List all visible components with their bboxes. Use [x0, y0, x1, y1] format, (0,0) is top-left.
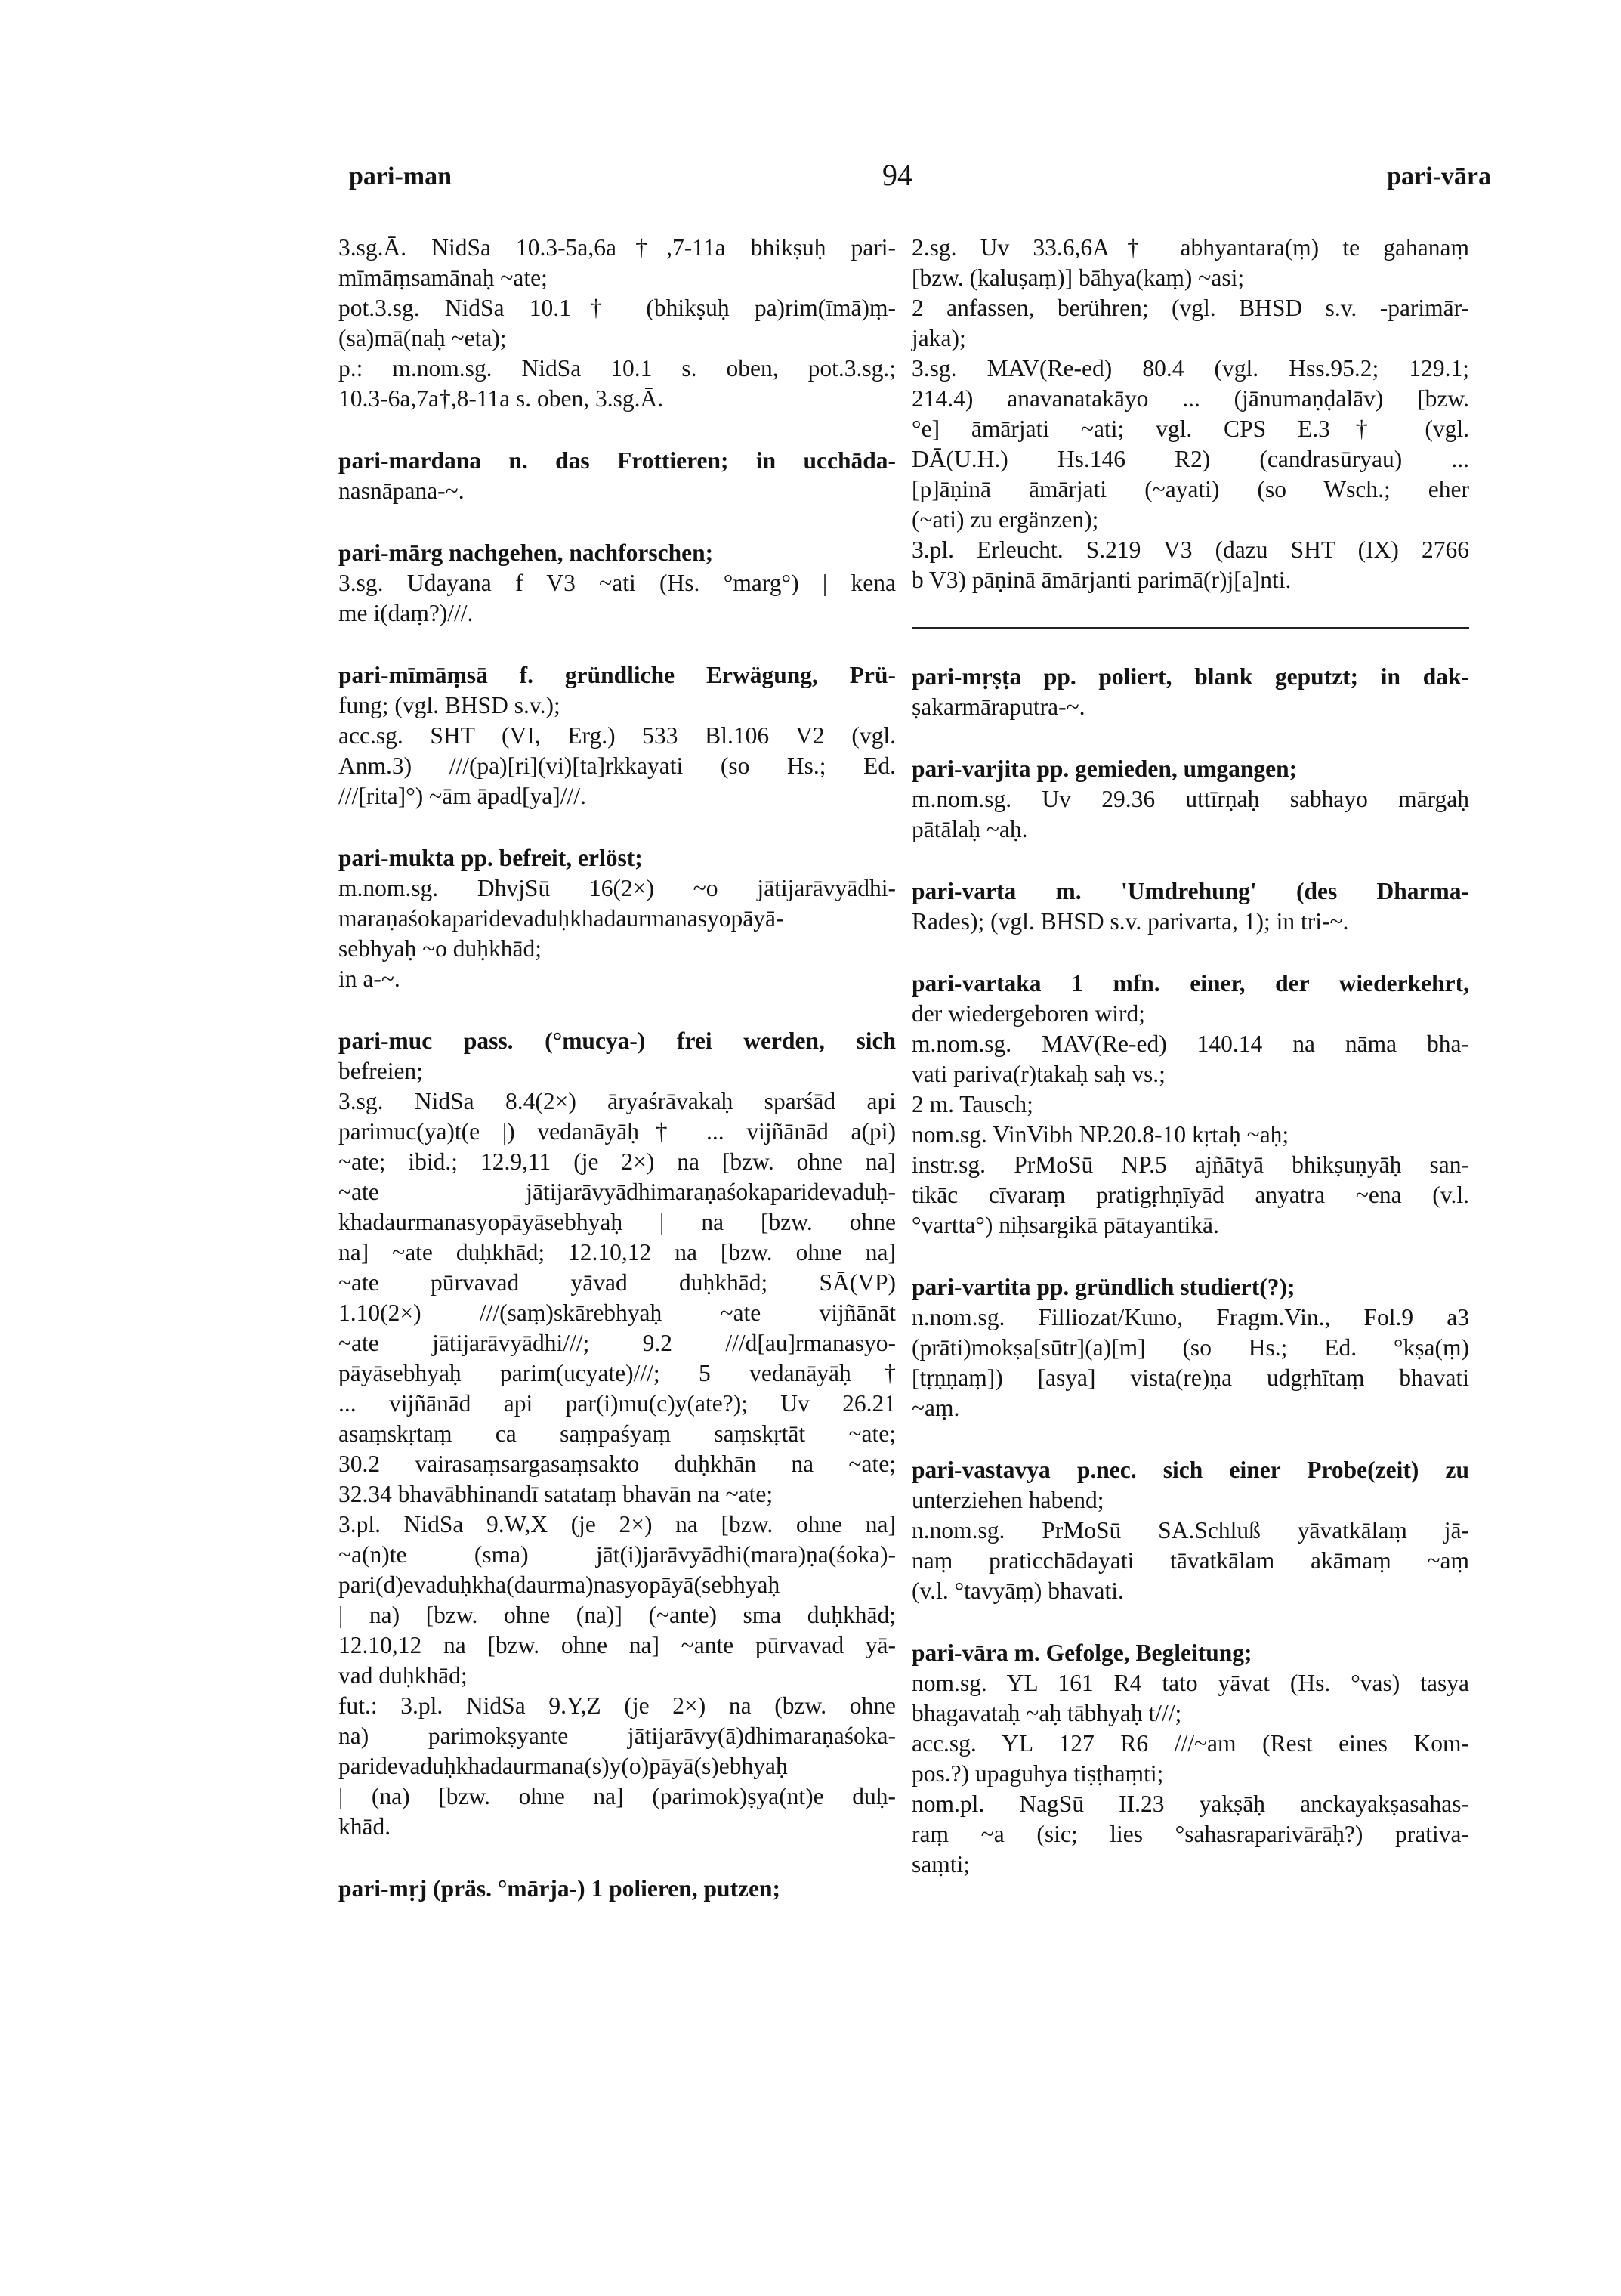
entry-line: Rades); (vgl. BHSD s.v. parivarta, 1); in tri-~.	[912, 908, 1349, 935]
entry-line: acc.sg. YL 127 R6 ///~am (Rest eines Kom-	[912, 1730, 1469, 1757]
entry-line: (v.l. °tavyāṃ) bhavati.	[912, 1578, 1124, 1604]
entry-headline: 2.sg. Uv 33.6,6A† abhyantara(ṃ) te gahanaṃ	[912, 234, 1469, 261]
entry-headline: pari-varta m. 'Umdrehung' (des Dharma-	[912, 878, 1469, 904]
entry-line: ~a(n)te (sma) jāt(i)jarāvyādhi(mara)ṇa(śoka)-	[338, 1541, 896, 1568]
entry-headline: pari-muc pass. (°mucya-) frei werden, sich	[338, 1027, 896, 1054]
entry-line: 10.3-6a,7a†,8-11a s. oben, 3.sg.Ā.	[338, 385, 664, 412]
entry-line: DĀ(U.H.) Hs.146 R2) (candrasūryau) ...	[912, 446, 1469, 472]
entry-line: pātālaḥ ~aḥ.	[912, 816, 1028, 842]
dictionary-entry	[912, 1638, 1469, 1880]
entry-line: ... vijñānād api par(i)mu(c)y(ate?); Uv 26.21	[338, 1390, 896, 1417]
entry-line: 3.sg. NidSa 8.4(2×) āryaśrāvakaḥ sparśād api	[338, 1088, 896, 1114]
entry-line: 3.sg. MAV(Re-ed) 80.4 (vgl. Hss.95.2; 129.1;	[912, 355, 1469, 382]
entry-line: | na) [bzw. ohne (na)] (~ante) sma duḥkhād;	[338, 1602, 896, 1628]
entry-line: in a-~.	[338, 966, 400, 992]
entry-line: Anm.3) ///(pa)[ri](vi)[ta]rkkayati (so Hs.; Ed.	[338, 752, 896, 779]
dictionary-entry	[912, 1272, 1469, 1423]
entry-line: [p]āṇinā āmārjati (~ayati) (so Wsch.; eher	[912, 476, 1469, 502]
entry-line: raṃ ~a (sic; lies °sahasraparivārāḥ?) prativa-	[912, 1821, 1469, 1847]
entry-line: asaṃskṛtaṃ ca saṃpaśyaṃ saṃskṛtāt ~ate;	[338, 1420, 896, 1447]
entry-line: na) parimokṣyante jātijarāvy(ā)dhimaraṇaśoka-	[338, 1723, 896, 1749]
entry-line: [bzw. (kaluṣaṃ)] bāhya(kaṃ) ~asi;	[912, 264, 1245, 291]
entry-line: me i(daṃ?)///.	[338, 600, 474, 626]
entry-line: khād.	[338, 1813, 391, 1840]
entry-line: khadaurmanasyopāyāsebhyaḥ | na [bzw. ohne	[338, 1209, 896, 1235]
entry-line: nom.sg. YL 161 R4 tato yāvat (Hs. °vas) tasya	[912, 1670, 1469, 1696]
entry-line: m.nom.sg. Uv 29.36 uttīrṇaḥ sabhayo mārgaḥ	[912, 786, 1469, 812]
entry-line: 32.34 bhavābhinandī satataṃ bhavān na ~ate;	[338, 1481, 773, 1507]
entry-line: pos.?) upaguhya tiṣṭhaṃti;	[912, 1760, 1164, 1787]
dictionary-entry	[912, 876, 1469, 937]
dictionary-entry	[912, 969, 1469, 1241]
entry-line: ///[rita]°) ~ām āpad[ya]///.	[338, 783, 586, 809]
entry-line: 1.10(2×) ///(saṃ)skārebhyaḥ ~ate vijñānāt	[338, 1299, 896, 1326]
entry-line: 3.pl. NidSa 9.W,X (je 2×) na [bzw. ohne na]	[338, 1511, 896, 1537]
left-column	[338, 233, 896, 1936]
dictionary-entry	[338, 446, 896, 506]
entry-line: maraṇaśokaparidevaduḥkhadaurmanasyopāyā-	[338, 905, 784, 932]
dictionary-entry	[912, 754, 1469, 845]
entry-line: (prāti)mokṣa[sūtr](a)[m] (so Hs.; Ed. °kṣa(ṃ)	[912, 1334, 1469, 1361]
entry-line: vati pariva(r)takaḥ saḥ vs.;	[912, 1061, 1166, 1087]
entry-line: °e] āmārjati ~ati; vgl. CPS E.3† (vgl.	[912, 416, 1469, 442]
entry-headline: pari-vastavya p.nec. sich einer Probe(zeit) zu	[912, 1457, 1469, 1483]
entry-line: pot.3.sg. NidSa 10.1† (bhikṣuḥ pa)rim(īmā)ṃ-	[338, 295, 896, 321]
dictionary-entry	[338, 843, 896, 994]
entry-line: (~ati) zu ergänzen);	[912, 506, 1099, 533]
entry-headline: pari-mṛj (präs. °mārja-) 1 polieren, putzen;	[338, 1875, 781, 1902]
entry-line: °vartta°) niḥsargikā pātayantikā.	[912, 1212, 1219, 1238]
entry-headline: pari-varjita pp. gemieden, umgangen;	[912, 756, 1298, 782]
entry-line: nasnāpana-~.	[338, 477, 465, 504]
entry-headline: pari-mārg nachgehen, nachforschen;	[338, 539, 714, 566]
entry-line: der wiedergeboren wird;	[912, 1000, 1146, 1027]
entry-headline: pari-mṛṣṭa pp. poliert, blank geputzt; in dak-	[912, 663, 1469, 690]
entry-line: 12.10,12 na [bzw. ohne na] ~ante pūrvavad yā-	[338, 1632, 896, 1658]
entry-line: pāyāsebhyaḥ parim(ucyate)///; 5 vedanāyāḥ†	[338, 1360, 896, 1386]
entry-line: nom.sg. VinVibh NP.20.8-10 kṛtaḥ ~aḥ;	[912, 1121, 1289, 1148]
dictionary-entry	[338, 1874, 896, 1904]
column-separator-rule	[912, 627, 1469, 629]
entry-headline: pari-mardana n. das Frottieren; in ucchāda-	[338, 447, 896, 474]
entry-line: n.nom.sg. Filliozat/Kuno, Fragm.Vin., Fol.9 a3	[912, 1304, 1469, 1330]
dictionary-entry	[912, 233, 1469, 595]
entry-line: | (na) [bzw. ohne na] (parimok)ṣya(nt)e duḥ-	[338, 1783, 896, 1809]
running-head-right: pari-vāra	[1387, 162, 1491, 190]
entry-headline: 3.sg.Ā. NidSa 10.3-5a,6a†,7-11a bhikṣuḥ pari-	[338, 234, 896, 261]
entry-line: b V3) pāṇinā āmārjanti parimā(r)j[a]nti.	[912, 567, 1292, 593]
entry-line: befreien;	[338, 1058, 423, 1084]
dictionary-entry	[338, 660, 896, 811]
entry-line: naṃ praticchādayati tāvatkālam akāmaṃ ~aṃ	[912, 1547, 1469, 1574]
dictionary-entry	[338, 1026, 896, 1842]
entry-line: na] ~ate duḥkhād; 12.10,12 na [bzw. ohne na]	[338, 1239, 896, 1265]
entry-line: jaka);	[912, 325, 966, 351]
entry-line: 2 anfassen, berühren; (vgl. BHSD s.v. -parimār-	[912, 295, 1469, 321]
entry-headline: pari-vartaka 1 mfn. einer, der wiederkehrt,	[912, 970, 1469, 997]
entry-line: ~ate jātijarāvyādhimaraṇaśokaparidevaduḥ-	[338, 1179, 896, 1205]
entry-headline: pari-vartita pp. gründlich studiert(?);	[912, 1274, 1295, 1300]
entry-headline: pari-mīmāṃsā f. gründliche Erwägung, Prü-	[338, 662, 896, 688]
entry-line: saṃti;	[912, 1851, 970, 1877]
entry-line: [tṛṇṇaṃ]) [asya] vista(re)ṇa udgṛhītaṃ bhavati	[912, 1364, 1469, 1391]
entry-line: (sa)mā(naḥ ~eta);	[338, 325, 507, 351]
entry-line: ~ate pūrvavad yāvad duḥkhād; SĀ(VP)	[338, 1269, 896, 1296]
entry-line: fung; (vgl. BHSD s.v.);	[338, 692, 560, 718]
entry-line: m.nom.sg. MAV(Re-ed) 140.14 na nāma bha-	[912, 1031, 1469, 1057]
entry-line: pari(d)evaduḥkha(daurma)nasyopāyā(sebhyaḥ	[338, 1571, 780, 1598]
entry-line: ~ate jātijarāvyādhi///; 9.2 ///d[au]rmanasyo-	[338, 1330, 896, 1356]
entry-line: 30.2 vairasaṃsargasaṃsakto duḥkhān na ~ate;	[338, 1451, 896, 1477]
entry-line: nom.pl. NagSū II.23 yakṣāḥ anckayakṣasahas-	[912, 1791, 1469, 1817]
entry-line: ṣakarmāraputra-~.	[912, 694, 1085, 720]
page-number: 94	[882, 158, 912, 192]
entry-line: parimuc(ya)t(e |) vedanāyāḥ† ... vijñānād a(pi)	[338, 1118, 896, 1145]
entry-line: instr.sg. PrMoSū NP.5 ajñātyā bhikṣuṇyāḥ san-	[912, 1151, 1469, 1178]
entry-line: p.: m.nom.sg. NidSa 10.1 s. oben, pot.3.sg.;	[338, 355, 896, 382]
entry-line: 3.sg. Udayana f V3 ~ati (Hs. °marg°) | kena	[338, 570, 896, 596]
entry-line: paridevaduḥkhadaurmana(s)y(o)pāyā(s)ebhyaḥ	[338, 1753, 788, 1779]
entry-line: fut.: 3.pl. NidSa 9.Y,Z (je 2×) na (bzw. ohne	[338, 1692, 896, 1719]
entry-line: mīmāṃsamānaḥ ~ate;	[338, 264, 548, 291]
entry-line: tikāc cīvaraṃ pratigṛhṇīyād anyatra ~ena (v.l.	[912, 1182, 1469, 1208]
entry-line: 3.pl. Erleucht. S.219 V3 (dazu SHT (IX) 2766	[912, 536, 1469, 563]
entry-headline: pari-mukta pp. befreit, erlöst;	[338, 845, 643, 871]
entry-line: m.nom.sg. DhvjSū 16(2×) ~o jātijarāvyādhi-	[338, 875, 896, 901]
entry-headline: pari-vāra m. Gefolge, Begleitung;	[912, 1639, 1252, 1666]
entry-line: bhagavataḥ ~aḥ tābhyaḥ t///;	[912, 1700, 1182, 1726]
right-column	[912, 233, 1469, 1911]
entry-line: n.nom.sg. PrMoSū SA.Schluß yāvatkālaṃ jā-	[912, 1517, 1469, 1544]
entry-line: 214.4) anavanatakāyo ... (jānumaṇḍalāv) [bzw.	[912, 385, 1469, 412]
dictionary-entry	[912, 1455, 1469, 1606]
entry-line: vad duḥkhād;	[338, 1662, 468, 1689]
dictionary-entry	[912, 662, 1469, 722]
entry-line: sebhyaḥ ~o duḥkhād;	[338, 935, 542, 962]
entry-line: 2 m. Tausch;	[912, 1091, 1033, 1117]
entry-line: unterziehen habend;	[912, 1487, 1104, 1513]
entry-line: ~ate; ibid.; 12.9,11 (je 2×) na [bzw. ohne na]	[338, 1148, 896, 1175]
running-head-left: pari-man	[349, 162, 452, 190]
dictionary-entry	[338, 538, 896, 629]
entry-line: acc.sg. SHT (VI, Erg.) 533 Bl.106 V2 (vgl.	[338, 722, 896, 749]
entry-line: ~aṃ.	[912, 1395, 960, 1421]
dictionary-entry	[338, 233, 896, 414]
